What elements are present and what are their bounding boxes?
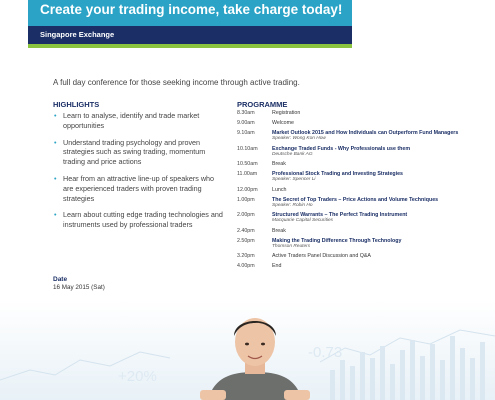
- intro-text: A full day conference for those seeking income through active trading.: [53, 78, 300, 87]
- programme-time: 12.00pm: [237, 186, 258, 193]
- accent-divider: [28, 44, 352, 48]
- programme-title: Break: [272, 161, 286, 167]
- programme-time: 2.50pm: [237, 237, 255, 244]
- date-value: 16 May 2015 (Sat): [53, 284, 105, 291]
- programme-note: Speaker: Robin Ho: [272, 202, 313, 208]
- programme-title: The Secret of Top Traders – Price Actions and Volume Techniques: [272, 196, 439, 203]
- date-block: [53, 276, 105, 292]
- highlights-list: [53, 111, 223, 237]
- programme-title: Active Traders Panel Discussion and Q&A: [272, 253, 371, 259]
- bullet-icon: •: [54, 210, 57, 220]
- programme-title: End: [272, 263, 282, 269]
- highlight-item: • Learn about cutting edge trading technologies and instruments used by professional traders: [54, 210, 223, 230]
- programme-note: Speaker: Wong Kon How: [272, 136, 326, 141]
- programme-title: Exchange Traded Funds - Why Professionals use them: [272, 145, 411, 152]
- programme-note: Macquarie Capital Securities: [272, 218, 334, 223]
- programme-note: Speaker: Spencer Li: [272, 177, 316, 182]
- programme-title: Lunch: [272, 186, 287, 193]
- programme-time: 10.50am: [237, 161, 258, 167]
- programme-time: 1.00pm: [237, 196, 255, 203]
- programme-time: 10.10am: [237, 145, 258, 152]
- programme-time: 4.00pm: [237, 263, 255, 269]
- programme-time: 3.20pm: [237, 253, 255, 259]
- programme-time: 8.30am: [237, 110, 255, 116]
- speaker-photo: [200, 308, 310, 400]
- programme-title: Break: [272, 227, 286, 234]
- date-label: Date: [53, 276, 68, 283]
- programme-time: 11.00am: [237, 171, 258, 177]
- programme-title: Welcome: [272, 120, 294, 126]
- highlights-heading: HIGHLIGHTS: [53, 100, 100, 109]
- programme-time: 2.00pm: [237, 212, 255, 218]
- programme-title: Professional Stock Trading and Investing Strategies: [272, 171, 403, 177]
- banner-title: Create your trading income, take charge today!: [28, 0, 352, 26]
- highlight-item: • Understand trading psychology and proven strategies such as swing trading, momentum trading and price actions: [54, 137, 206, 167]
- programme-time: 9.00am: [237, 120, 255, 126]
- programme-title: Structured Warrants – The Perfect Trading Instrument: [272, 212, 408, 218]
- organizer-bar: Singapore Exchange: [28, 26, 352, 44]
- programme-heading: PROGRAMME: [237, 100, 288, 109]
- stat-right: -0.73: [308, 344, 343, 361]
- programme-title: Making the Trading Difference Through Technology: [272, 237, 402, 244]
- highlight-item: • Hear from an attractive line-up of speakers who are experienced traders with proven trading strategies: [54, 173, 215, 203]
- stat-left: +20%: [118, 368, 157, 385]
- programme-time: 2.40pm: [237, 227, 255, 234]
- programme-title: Market Outlook 2015 and How Individuals can Outperform Fund Managers: [272, 130, 459, 136]
- bullet-icon: •: [54, 173, 57, 183]
- programme-title: Registration: [272, 110, 301, 116]
- programme-note: Thomson Reuters: [272, 243, 311, 249]
- programme-note: Deutsche Bank AG: [272, 151, 313, 157]
- bullet-icon: •: [54, 111, 57, 120]
- programme-time: 9.10am: [237, 130, 255, 136]
- bullet-icon: •: [54, 137, 57, 147]
- highlight-item: • Learn to analyse, identify and trade market opportunities: [54, 111, 200, 130]
